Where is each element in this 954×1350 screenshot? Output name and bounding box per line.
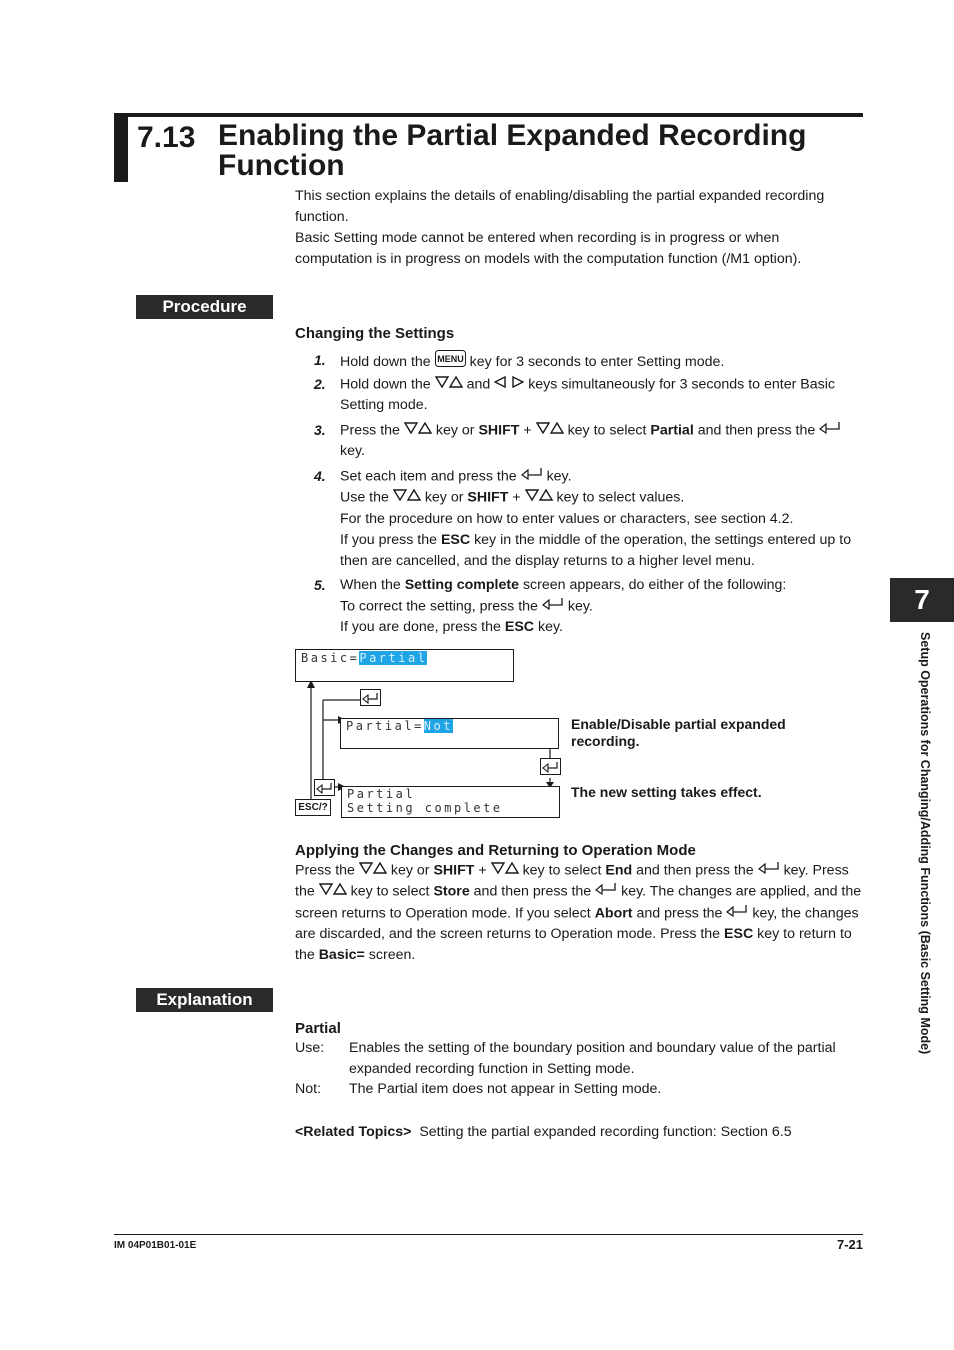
not-description: The Partial item does not appear in Setting mode. [349,1081,662,1097]
diagram-annotation-enable: Enable/Disable partial expanded recording. [571,716,786,749]
step-number: 2. [314,376,326,392]
down-up-arrow-keys-icon [536,420,564,441]
enter-key-icon [595,881,617,902]
section-number: 7.13 [137,121,196,154]
use-description: Enables the setting of the boundary position and boundary value of the partial expanded recording function in Setting mode. [349,1040,836,1077]
down-up-arrow-keys-icon [525,487,553,508]
title-bar [114,113,128,182]
related-topics-label: <Related Topics> [295,1124,412,1140]
lcd-setting-complete-screen: Partial Setting complete [341,786,560,818]
enter-key-icon [726,903,748,924]
not-label: Not: [295,1081,322,1097]
enter-key-icon [758,860,780,881]
page-title: Enabling the Partial Expanded Recording Function [218,119,807,182]
lcd-basic-screen: Basic=Partial [295,649,514,682]
page-number: 7-21 [836,1237,863,1252]
step-number: 5. [314,577,326,593]
step-3: Press the key or SHIFT + key to select Partial and then press the key. [340,420,865,462]
partial-heading: Partial [295,1020,341,1037]
use-label: Use: [295,1040,325,1056]
intro-paragraph-2: Basic Setting mode cannot be entered when recording is in progress or when computation is in progress on models with the computation function (/M1 option). [295,230,802,267]
step-2: Hold down the and keys simultaneously for 3 seconds to enter Basic Setting mode. [340,374,865,416]
menu-key-icon [435,350,466,374]
footer-rule [114,1234,863,1235]
enter-key-icon [360,689,381,706]
step-number: 1. [314,352,326,368]
related-topics [295,1122,855,1143]
step-1: Hold down the MENU key for 3 seconds to enter Setting mode. [340,350,865,374]
enter-key-icon [819,420,841,441]
related-topics-link[interactable]: Setting the partial expanded recording function: Section 6.5 [419,1124,792,1140]
enter-key-icon [314,779,335,796]
step-4: Set each item and press the key. Use the key or SHIFT + key to select values. For the procedure on how to enter values or characters, see section 4.2. If you press the ESC key in the middle of the operation, the settings entered up to then are cancelled, and the display returns to a higher level menu. [340,466,865,572]
enter-key-icon [521,466,543,487]
intro-paragraph-1: This section explains the details of enabling/disabling the partial expanded recording function. [295,188,825,225]
title-rule [128,113,863,117]
down-up-arrow-keys-icon [319,881,347,902]
lcd-partial-screen: Partial=Not [340,718,559,749]
down-up-arrow-keys-icon [435,374,463,395]
footer-doc-id: IM 04P01B01-01E [114,1240,197,1251]
step-5: When the Setting complete screen appears, do either of the following: To correct the setting, press the key. If you are done, press the ESC key. [340,577,787,636]
esc-key-icon: ESC/? [295,799,331,816]
changing-settings-heading: Changing the Settings [295,325,455,342]
applying-paragraph: Press the key or SHIFT + key to select End and then press the key. Press the key to select Store and then press the key. The changes are applied, and the screen returns to Operation mode. If you select Abort and press the key, the changes are discarded, and the screen returns to Operation mode. Press the ESC key to return to the Basic= screen. [295,860,865,966]
left-right-arrow-keys-icon [494,374,524,395]
enter-key-icon [540,758,561,775]
procedure-tab: Procedure [136,295,273,319]
step-number: 4. [314,468,326,484]
down-up-arrow-keys-icon [404,420,432,441]
enter-key-icon [542,596,564,617]
svg-text:MENU: MENU [436,354,464,364]
chapter-tab: 7 [890,578,954,622]
explanation-tab: Explanation [136,988,273,1012]
down-up-arrow-keys-icon [359,860,387,881]
step-number: 3. [314,422,326,438]
applying-heading: Applying the Changes and Returning to Operation Mode [295,842,696,859]
diagram-annotation-takes-effect: The new setting takes effect. [571,784,762,800]
chapter-side-label: Setup Operations for Changing/Adding Functions (Basic Setting Mode) [918,632,932,1055]
down-up-arrow-keys-icon [393,487,421,508]
down-up-arrow-keys-icon [491,860,519,881]
